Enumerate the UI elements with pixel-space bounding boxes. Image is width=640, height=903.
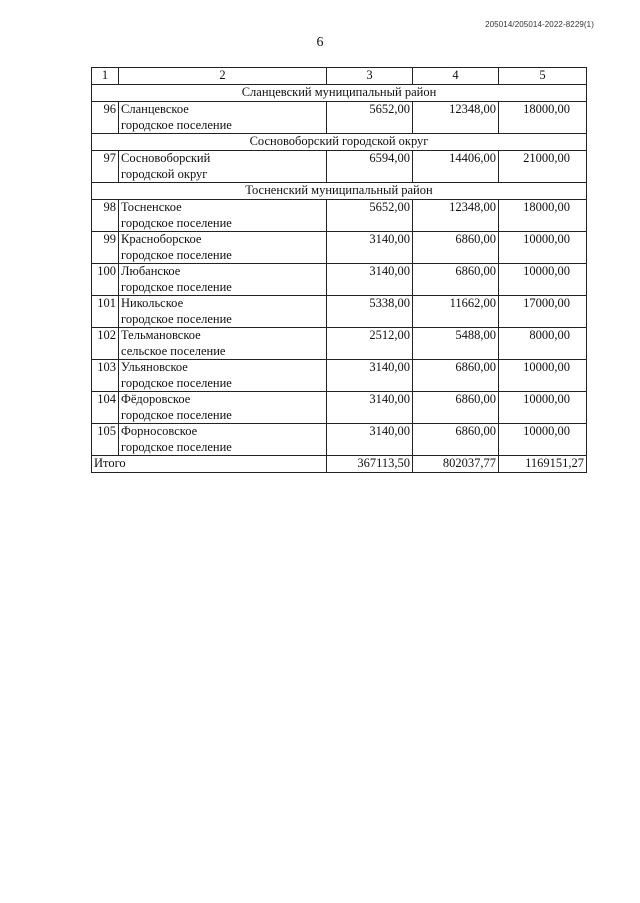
row-number: 98 <box>92 200 119 232</box>
total-col3: 367113,50 <box>327 456 413 473</box>
value-col3: 3140,00 <box>327 360 413 392</box>
row-number: 99 <box>92 232 119 264</box>
row-number: 96 <box>92 102 119 134</box>
value-col3: 3140,00 <box>327 424 413 456</box>
municipality-name-line2: городское поселение <box>121 215 232 230</box>
table-row <box>92 392 587 424</box>
municipality-name-line1: Сланцевское <box>121 102 189 116</box>
municipality-name-line2: городское поселение <box>121 247 232 262</box>
municipality-name-line1: Ульяновское <box>121 360 188 374</box>
municipality-name <box>119 232 327 264</box>
value-col4: 11662,00 <box>413 296 499 328</box>
row-number: 104 <box>92 392 119 424</box>
table-row <box>92 328 587 360</box>
municipality-name-line1: Тосненское <box>121 200 182 214</box>
value-col5: 10000,00 <box>499 232 587 264</box>
table-body <box>92 68 587 473</box>
value-col4: 6860,00 <box>413 360 499 392</box>
section-row <box>92 85 587 102</box>
header-cell: 5 <box>499 68 587 85</box>
municipality-name <box>119 200 327 232</box>
value-col3: 2512,00 <box>327 328 413 360</box>
header-cell: 1 <box>92 68 119 85</box>
municipality-name-line2: городское поселение <box>121 117 232 132</box>
value-col3: 5338,00 <box>327 296 413 328</box>
value-col4: 6860,00 <box>413 232 499 264</box>
table-row <box>92 264 587 296</box>
total-col5: 1169151,27 <box>499 456 587 473</box>
value-col3: 5652,00 <box>327 200 413 232</box>
value-col5: 10000,00 <box>499 392 587 424</box>
row-number: 105 <box>92 424 119 456</box>
section-row <box>92 134 587 151</box>
row-number: 102 <box>92 328 119 360</box>
row-number: 100 <box>92 264 119 296</box>
municipality-name-line1: Сосновоборский <box>121 151 211 165</box>
municipality-name-line1: Никольское <box>121 296 184 310</box>
municipality-name-line2: городское поселение <box>121 439 232 454</box>
municipality-name-line2: городское поселение <box>121 375 232 390</box>
page-number: 6 <box>316 35 324 50</box>
section-title: Сланцевский муниципальный район <box>92 85 587 102</box>
municipality-name <box>119 328 327 360</box>
value-col3: 3140,00 <box>327 264 413 296</box>
row-number: 97 <box>92 151 119 183</box>
municipality-name-line1: Тельмановское <box>121 328 201 342</box>
value-col4: 6860,00 <box>413 392 499 424</box>
row-number: 101 <box>92 296 119 328</box>
total-row <box>92 456 587 473</box>
municipality-name-line1: Любанское <box>121 264 181 278</box>
value-col4: 12348,00 <box>413 200 499 232</box>
section-title: Сосновоборский городской округ <box>92 134 587 151</box>
value-col4: 6860,00 <box>413 264 499 296</box>
value-col3: 6594,00 <box>327 151 413 183</box>
allocation-table <box>91 67 587 473</box>
value-col4: 12348,00 <box>413 102 499 134</box>
row-number: 103 <box>92 360 119 392</box>
table-row <box>92 296 587 328</box>
municipality-name <box>119 392 327 424</box>
table-row <box>92 102 587 134</box>
table-row <box>92 232 587 264</box>
table-row <box>92 151 587 183</box>
value-col3: 3140,00 <box>327 392 413 424</box>
section-title: Тосненский муниципальный район <box>92 183 587 200</box>
value-col4: 14406,00 <box>413 151 499 183</box>
document-id: 205014/205014-2022-8229(1) <box>485 20 594 29</box>
header-cell: 2 <box>119 68 327 85</box>
value-col5: 18000,00 <box>499 200 587 232</box>
municipality-name <box>119 424 327 456</box>
municipality-name <box>119 151 327 183</box>
table-row <box>92 360 587 392</box>
header-cell: 4 <box>413 68 499 85</box>
table-header-row <box>92 68 587 85</box>
header-cell: 3 <box>327 68 413 85</box>
municipality-name-line2: сельское поселение <box>121 343 226 358</box>
municipality-name <box>119 264 327 296</box>
value-col5: 18000,00 <box>499 102 587 134</box>
municipality-name <box>119 296 327 328</box>
value-col5: 10000,00 <box>499 360 587 392</box>
municipality-name-line2: городское поселение <box>121 279 232 294</box>
value-col5: 10000,00 <box>499 264 587 296</box>
value-col3: 5652,00 <box>327 102 413 134</box>
section-row <box>92 183 587 200</box>
value-col4: 6860,00 <box>413 424 499 456</box>
value-col5: 8000,00 <box>499 328 587 360</box>
municipality-name <box>119 102 327 134</box>
municipality-name-line1: Красноборское <box>121 232 202 246</box>
table-row <box>92 424 587 456</box>
municipality-name-line2: городской округ <box>121 166 208 181</box>
municipality-name-line2: городское поселение <box>121 311 232 326</box>
value-col5: 21000,00 <box>499 151 587 183</box>
total-col4: 802037,77 <box>413 456 499 473</box>
municipality-name <box>119 360 327 392</box>
municipality-name-line1: Фёдоровское <box>121 392 191 406</box>
municipality-name-line1: Форносовское <box>121 424 198 438</box>
value-col3: 3140,00 <box>327 232 413 264</box>
total-label: Итого <box>92 456 327 473</box>
value-col5: 17000,00 <box>499 296 587 328</box>
value-col4: 5488,00 <box>413 328 499 360</box>
municipality-name-line2: городское поселение <box>121 407 232 422</box>
table-row <box>92 200 587 232</box>
value-col5: 10000,00 <box>499 424 587 456</box>
